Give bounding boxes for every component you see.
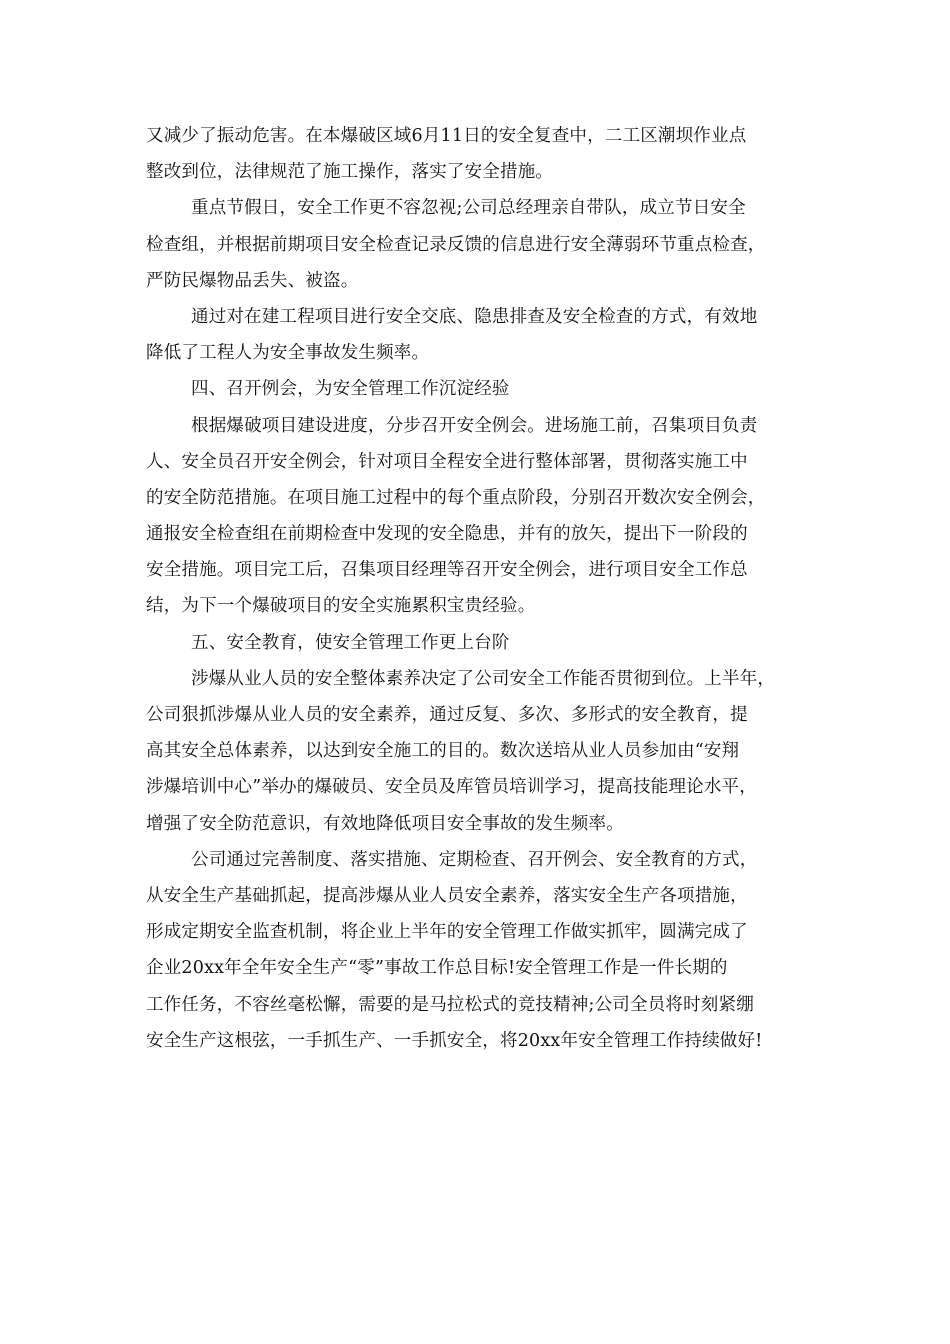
text-line: 涉爆培训中心”举办的爆破员、安全员及库管员培训学习，提高技能理论水平，	[146, 777, 757, 798]
text-line: 通报安全检查组在前期检查中发现的安全隐患，并有的放矢，提出下一阶段的	[146, 524, 748, 545]
text-line: 安全生产这根弦，一手抓生产、一手抓安全，将20xx年安全管理工作持续做好!	[146, 1030, 763, 1051]
text-line: 严防民爆物品丢失、被盗。	[146, 270, 359, 291]
text-line: 工作任务，不容丝毫松懈，需要的是马拉松式的竞技精神;公司全员将时刻紧绷	[146, 994, 754, 1015]
text-line: 安全措施。项目完工后，召集项目经理等召开安全例会，进行项目安全工作总	[146, 560, 748, 581]
text-line: 重点节假日，安全工作更不容忽视;公司总经理亲自带队，成立节日安全	[191, 198, 746, 219]
text-line: 整改到位，法律规范了施工操作，落实了安全措施。	[146, 162, 554, 183]
text-line: 根据爆破项目建设进度，分步召开安全例会。进场施工前，召集项目负责	[191, 415, 758, 436]
text-line: 检查组，并根据前期项目安全检查记录反馈的信息进行安全薄弱环节重点检查，	[146, 234, 766, 255]
text-line: 五、安全教育，使安全管理工作更上台阶	[191, 632, 510, 653]
text-line: 四、召开例会，为安全管理工作沉淀经验	[191, 379, 510, 400]
text-line: 形成定期安全监查机制，将企业上半年的安全管理工作做实抓牢，圆满完成了	[146, 922, 748, 943]
text-line: 高其安全总体素养，以达到安全施工的目的。数次送培从业人员参加由“安翔	[146, 741, 740, 762]
text-line: 从安全生产基础抓起，提高涉爆从业人员安全素养，落实安全生产各项措施，	[146, 885, 748, 906]
text-line: 的安全防范措施。在项目施工过程中的每个重点阶段，分别召开数次安全例会，	[146, 487, 766, 508]
text-line: 企业20xx年全年安全生产“零”事故工作总目标!安全管理工作是一件长期的	[146, 958, 728, 979]
text-line: 公司狠抓涉爆从业人员的安全素养，通过反复、多次、多形式的安全教育，提	[146, 705, 748, 725]
document-body	[146, 118, 826, 1059]
text-line: 涉爆从业人员的安全整体素养决定了公司安全工作能否贯彻到位。上半年，	[191, 668, 776, 689]
text-line: 又减少了振动危害。在本爆破区域6月11日的安全复查中，二工区潮坝作业点	[146, 126, 747, 146]
text-line: 公司通过完善制度、落实措施、定期检查、召开例会、安全教育的方式，	[191, 849, 758, 870]
text-line: 增强了安全防范意识，有效地降低项目安全事故的发生频率。	[146, 813, 624, 834]
text-line: 降低了工程人为安全事故发生频率。	[146, 343, 430, 364]
text-line: 人、安全员召开安全例会，针对项目全程安全进行整体部署，贯彻落实施工中	[146, 451, 748, 472]
text-line: 通过对在建工程项目进行安全交底、隐患排查及安全检查的方式，有效地	[191, 306, 758, 327]
text-line: 结，为下一个爆破项目的安全实施累积宝贵经验。	[146, 596, 536, 617]
